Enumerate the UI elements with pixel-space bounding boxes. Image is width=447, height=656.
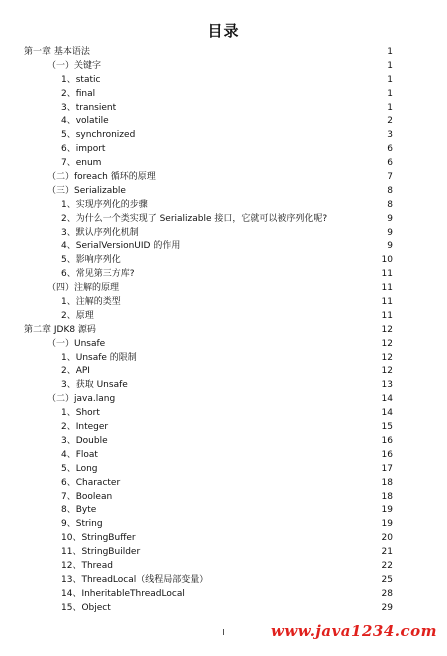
toc-entry-title: 8、Byte xyxy=(61,505,97,516)
toc-entry-title: 6、常见第三方库? xyxy=(61,269,135,280)
toc-entry-title: 6、import xyxy=(61,144,106,155)
toc-entry[interactable] xyxy=(0,352,447,366)
toc-entry-page: 16 xyxy=(381,435,393,446)
toc-entry-page: 18 xyxy=(381,477,393,488)
toc-entry-title: 2、为什么一个类实现了 Serializable 接口，它就可以被序列化呢? xyxy=(61,213,328,224)
toc-entry[interactable] xyxy=(0,74,447,88)
page-number: I xyxy=(222,628,225,637)
toc-entry[interactable] xyxy=(0,115,447,129)
toc-entry[interactable] xyxy=(0,227,447,241)
toc-entry[interactable] xyxy=(0,421,447,435)
toc-entry[interactable] xyxy=(0,560,447,574)
toc-entry[interactable] xyxy=(0,491,447,505)
toc-entry-page: 10 xyxy=(381,255,393,266)
toc-entry[interactable] xyxy=(0,588,447,602)
toc-entry[interactable] xyxy=(0,546,447,560)
toc-entry-title: 2、Integer xyxy=(61,422,109,433)
toc-entry-title: 2、API xyxy=(61,366,90,377)
toc-entry-title: 7、enum xyxy=(61,158,102,169)
toc-entry-title: 6、Character xyxy=(61,477,121,488)
toc-entry[interactable] xyxy=(0,338,447,352)
toc-entry[interactable] xyxy=(0,213,447,227)
toc-entry-page: 11 xyxy=(381,297,393,308)
toc-entry[interactable] xyxy=(0,171,447,185)
toc-entry[interactable] xyxy=(0,199,447,213)
toc-entry-page: 11 xyxy=(381,283,393,294)
toc-entry-title: 1、static xyxy=(61,74,101,85)
toc-entry[interactable] xyxy=(0,463,447,477)
toc-entry[interactable] xyxy=(0,435,447,449)
toc-entry-title: 3、获取 Unsafe xyxy=(61,380,128,391)
toc-entry-title: 11、StringBuilder xyxy=(61,547,141,558)
toc-entry-page: 7 xyxy=(387,172,393,183)
toc-entry-title: 4、Float xyxy=(61,449,98,460)
toc-entry-page: 1 xyxy=(387,47,393,57)
toc-entry[interactable] xyxy=(0,282,447,296)
toc-entry[interactable] xyxy=(0,268,447,282)
toc-entry-page: 3 xyxy=(387,130,393,141)
toc-entry-title: 9、String xyxy=(61,519,103,530)
toc-entry-page: 29 xyxy=(381,602,393,613)
toc-entry-page: 21 xyxy=(381,547,393,558)
toc-entry-page: 1 xyxy=(387,74,393,85)
toc-entry[interactable] xyxy=(0,129,447,143)
toc-entry[interactable] xyxy=(0,365,447,379)
toc-entry-title: （一）Unsafe xyxy=(47,338,106,349)
toc-entry-page: 9 xyxy=(387,227,393,238)
toc-entry[interactable] xyxy=(0,60,447,74)
toc-entry[interactable] xyxy=(0,324,447,338)
toc-entry[interactable] xyxy=(0,185,447,199)
toc-entry-page: 8 xyxy=(387,185,393,196)
toc-entry-page: 11 xyxy=(381,269,393,280)
toc-entry[interactable] xyxy=(0,254,447,268)
toc-entry[interactable] xyxy=(0,393,447,407)
toc-entry[interactable] xyxy=(0,157,447,171)
toc-entry-page: 1 xyxy=(387,60,393,71)
toc-entry-page: 19 xyxy=(381,505,393,516)
toc-entry[interactable] xyxy=(0,46,447,60)
toc-entry-page: 13 xyxy=(381,380,393,391)
toc-entry-title: 13、ThreadLocal（线程局部变量） xyxy=(61,574,209,585)
toc-entry-page: 16 xyxy=(381,449,393,460)
watermark: www.java1234.com xyxy=(270,622,437,640)
toc-entry-title: 12、Thread xyxy=(61,560,113,571)
toc-entry[interactable] xyxy=(0,504,447,518)
toc-entry-page: 2 xyxy=(387,116,393,127)
toc-entry-title: 14、InheritableThreadLocal xyxy=(61,588,185,599)
toc-entry[interactable] xyxy=(0,88,447,102)
toc-entry-page: 18 xyxy=(381,491,393,502)
toc-entry-title: 1、Unsafe 的限制 xyxy=(61,352,137,363)
toc-entry[interactable] xyxy=(0,477,447,491)
toc-entry-page: 8 xyxy=(387,199,393,210)
toc-entry-title: 1、Short xyxy=(61,408,100,419)
toc-entry[interactable] xyxy=(0,310,447,324)
toc-entry[interactable] xyxy=(0,240,447,254)
toc-entry-title: （二）java.lang xyxy=(47,394,116,405)
toc-entry-title: 1、实现序列化的步骤 xyxy=(61,199,148,210)
toc-entry-title: 10、StringBuffer xyxy=(61,533,136,544)
toc-entry-page: 19 xyxy=(381,519,393,530)
toc-entry-page: 12 xyxy=(381,338,393,349)
toc-entry-title: 3、默认序列化机制 xyxy=(61,227,139,238)
toc-entry-title: （二）foreach 循环的原理 xyxy=(47,172,156,183)
toc-entry-title: 5、影响序列化 xyxy=(61,255,121,266)
toc-entry-page: 12 xyxy=(381,352,393,363)
toc-entry[interactable] xyxy=(0,296,447,310)
toc-entry-title: 3、Double xyxy=(61,435,108,446)
toc-entry-page: 14 xyxy=(381,394,393,405)
toc-entry-title: 1、注解的类型 xyxy=(61,297,121,308)
toc-entry-page: 6 xyxy=(387,144,393,155)
toc-entry-title: （一）关键字 xyxy=(47,60,102,71)
toc-entry-title: 5、Long xyxy=(61,463,98,474)
table-of-contents xyxy=(0,46,447,616)
toc-entry-page: 28 xyxy=(381,588,393,599)
toc-entry-page: 22 xyxy=(381,560,393,571)
toc-entry-page: 12 xyxy=(381,324,393,335)
toc-entry-title: 4、volatile xyxy=(61,116,109,127)
toc-entry-title: 2、final xyxy=(61,88,96,99)
toc-entry-page: 17 xyxy=(381,463,393,474)
toc-entry[interactable] xyxy=(0,532,447,546)
toc-entry-page: 15 xyxy=(381,422,393,433)
toc-entry-title: 第一章 基本语法 xyxy=(24,47,90,57)
toc-entry[interactable] xyxy=(0,518,447,532)
toc-entry-page: 20 xyxy=(381,533,393,544)
toc-entry-page: 6 xyxy=(387,158,393,169)
toc-entry[interactable] xyxy=(0,574,447,588)
toc-entry-title: 15、Object xyxy=(61,602,111,613)
toc-entry[interactable] xyxy=(0,379,447,393)
toc-entry[interactable] xyxy=(0,102,447,116)
toc-entry-page: 9 xyxy=(387,213,393,224)
toc-entry[interactable] xyxy=(0,143,447,157)
toc-entry[interactable] xyxy=(0,407,447,421)
toc-entry[interactable] xyxy=(0,602,447,616)
toc-entry-page: 12 xyxy=(381,366,393,377)
toc-entry-title: 4、SerialVersionUID 的作用 xyxy=(61,241,181,252)
toc-entry[interactable] xyxy=(0,449,447,463)
toc-entry-page: 1 xyxy=(387,102,393,113)
toc-entry-page: 1 xyxy=(387,88,393,99)
toc-entry-page: 11 xyxy=(381,310,393,321)
toc-entry-title: （三）Serializable xyxy=(47,185,126,196)
page-title: 目录 xyxy=(207,22,240,40)
toc-entry-title: （四）注解的原理 xyxy=(47,283,120,294)
toc-entry-page: 25 xyxy=(381,574,393,585)
toc-entry-page: 9 xyxy=(387,241,393,252)
toc-entry-page: 14 xyxy=(381,408,393,419)
toc-entry-title: 7、Boolean xyxy=(61,491,113,502)
toc-entry-title: 3、transient xyxy=(61,102,117,113)
toc-entry-title: 第二章 JDK8 源码 xyxy=(24,324,96,335)
toc-entry-title: 2、原理 xyxy=(61,310,94,321)
toc-entry-title: 5、synchronized xyxy=(61,130,136,141)
